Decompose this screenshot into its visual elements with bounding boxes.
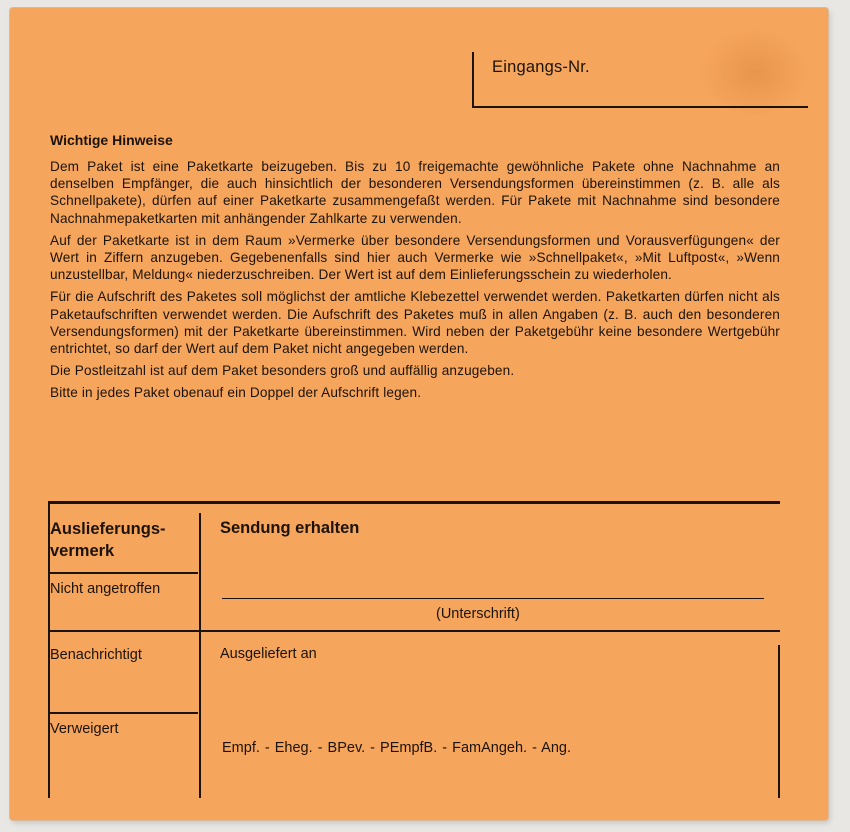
shipment-received-label: Sendung erhalten xyxy=(220,519,360,537)
notes-paragraph-5: Bitte in jedes Paket obenauf ein Doppel der Aufschrift legen. xyxy=(50,385,422,401)
delivery-heading xyxy=(50,518,166,562)
delivery-heading-line2: vermerk xyxy=(50,542,115,560)
notes-paragraph-4: Die Postleitzahl ist auf dem Paket besonders groß und auffällig anzugeben. xyxy=(50,363,515,379)
parcel-card xyxy=(10,8,828,820)
left-cell-rule-2 xyxy=(48,712,198,714)
left-cell-rule-1 xyxy=(48,572,198,574)
delivery-heading-line1: Auslieferungs- xyxy=(50,520,166,538)
notes-title: Wichtige Hinweise xyxy=(50,132,173,148)
refused-label[interactable]: Verweigert xyxy=(50,721,119,737)
entry-number-label: Eingangs-Nr. xyxy=(492,58,590,76)
notes-paragraph-1: Dem Paket ist eine Paketkarte beizugeben. Bis zu 10 freigemachte gewöhnliche Pakete ohne Nachnahme an denselben Empfänger, die auch hinsichtlich der besonderen Versendungsformen übereinstimmen (z. B. alle als Schnellpakete), dürfen auf einer Paketkarte zusammengefaßt werden. Für Pakete mit Nachnahme sind besondere Nachnahmepaketkarten mit anhängender Zahlkarte zu verwenden. xyxy=(50,159,780,226)
table-mid-rule xyxy=(48,630,780,632)
signature-caption: (Unterschrift) xyxy=(436,606,520,622)
not-found-label[interactable]: Nicht angetroffen xyxy=(50,581,161,597)
signature-line[interactable] xyxy=(222,598,764,599)
table-column-divider xyxy=(199,513,201,798)
notes-body xyxy=(50,158,780,407)
notified-label[interactable]: Benachrichtigt xyxy=(50,647,142,663)
notes-paragraph-3: Für die Aufschrift des Paketes soll möglichst der amtliche Klebezettel verwendet werden. Paketkarten dürfen nicht als Paketaufschriften verwendet werden. Die Aufschrift des Paketes muß in allen Angaben (z. B. auch den besonderen Versendungsformen) mit der Paketkarte übereinstimmen. Wird neben der Paketgebühr keine besondere Wertgebühr entrichtet, so darf der Wert auf dem Paket nicht angegeben werden. xyxy=(50,289,780,357)
recipient-types[interactable]: Empf. - Eheg. - BPev. - PEmpfB. - FamAngeh. - Ang. xyxy=(222,740,572,756)
delivered-to-label: Ausgeliefert an xyxy=(220,646,317,662)
table-top-rule xyxy=(48,501,780,504)
table-right-rule xyxy=(778,645,780,798)
notes-paragraph-2: Auf der Paketkarte ist in dem Raum »Vermerke über besondere Versendungsformen und Vorausverfügungen« der Wert in Ziffern anzugeben. Gegebenenfalls sind hier auch Vermerke wie »Schnellpaket«, »Mit Luftpost«, »Wenn unzustellbar, Meldung« niederzuschreiben. Der Wert ist auf dem Einlieferungsschein zu wiederholen. xyxy=(50,232,780,283)
